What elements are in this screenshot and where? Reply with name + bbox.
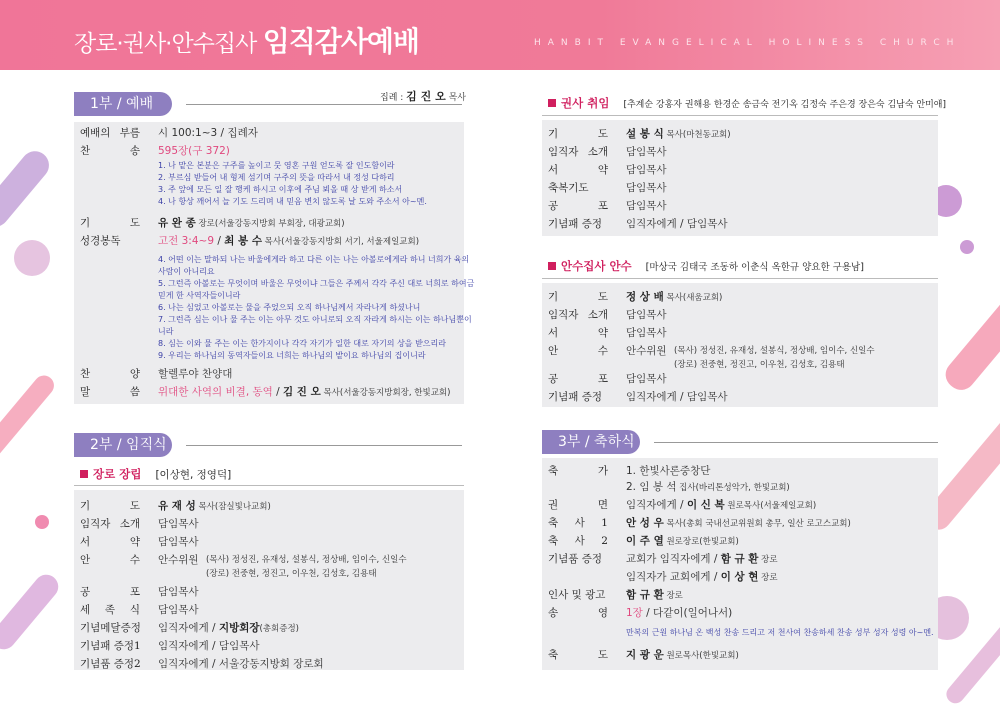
hymn-row: 찬 송 595장(구 372) xyxy=(80,145,230,157)
scripture-line-1: 4. 어떤 이는 말하되 나는 바울에게라 하고 다른 이는 나는 아볼로에게라 하니 너희가 육의 xyxy=(158,255,470,264)
part2-sub-line xyxy=(74,485,464,486)
scripture-line-3: 5. 그런즉 아볼로는 무엇이며 바울은 무엇이냐 그들은 주께서 각각 주신 대로 너희로 하여금 xyxy=(158,279,475,288)
part2-heading: 2부 / 임직식 xyxy=(74,433,172,457)
p3-benediction: 축 도 지 광 운 원로목사(한빛교회) xyxy=(548,649,739,661)
p2-plaque: 기념패 증정1 임직자에게 / 담임목사 xyxy=(80,640,260,652)
r2-intro: 임직자 소개 담임목사 xyxy=(548,309,667,321)
r1-blessing: 축복기도 담임목사 xyxy=(548,182,667,194)
hymn-lyric-4: 4. 나 항상 깨어서 늘 기도 드리며 내 믿음 변치 않도록 날 도와 주소서 아~멘. xyxy=(158,197,427,206)
p3-notice: 인사 및 광고 함 규 환 장로 xyxy=(548,589,683,601)
deco-circle-1 xyxy=(14,240,50,276)
r1-proclaim: 공 포 담임목사 xyxy=(548,200,667,212)
r1-intro: 임직자 소개 담임목사 xyxy=(548,146,667,158)
square-bullet-icon xyxy=(548,99,556,107)
page-title xyxy=(74,20,419,60)
hymn-lyric-1: 1. 나 맡은 본분은 구주를 높이고 뭇 영혼 구원 얻도록 잘 인도함이라 xyxy=(158,161,395,170)
title-big: 임직감사예배 xyxy=(262,25,419,58)
p3-exhort: 권 면 임직자에게 / 이 신 복 원로목사(서울제일교회) xyxy=(548,499,817,511)
prayer-row: 기 도 유 완 종 장로(서울강동지방회 부회장, 대광교회) xyxy=(80,217,345,229)
r2-laying-hands-2: (장로) 전중현, 정진고, 이우천, 김성호, 김용태 xyxy=(674,360,845,370)
deco-stripe-left-2 xyxy=(0,371,58,468)
hymn-lyric-3: 3. 주 앞에 모든 일 잘 행케 하시고 이후에 주님 뵈올 때 상 받게 하소서 xyxy=(158,185,403,194)
r1-prayer: 기 도 설 봉 식 목사(마천동교회) xyxy=(548,128,731,140)
p2-medal: 기념메달증정 임직자에게 / 지방회장(총회증정) xyxy=(80,622,299,634)
p3-congrat-speech-1: 축 사 1 안 성 우 목사(총회 국내선교위원회 총무, 일산 로고스교회) xyxy=(548,517,851,529)
r2-prayer: 기 도 정 상 배 목사(새움교회) xyxy=(548,291,723,303)
r2-proclaim: 공 포 담임목사 xyxy=(548,373,667,385)
part2-line xyxy=(186,445,462,446)
elder-ordination-title: 장로 장립 [이상현, 정영덕] xyxy=(80,466,231,482)
doxology-lyric: 만복의 근원 하나님 온 백성 찬송 드리고 저 천사여 찬송하세 찬송 성부 성자 성령 아~멘. xyxy=(626,628,934,637)
scripture-line-4: 믿게 한 사역자들이니라 xyxy=(158,291,241,300)
r1-vow: 서 약 담임목사 xyxy=(548,164,667,176)
deco-circle-2 xyxy=(35,515,49,529)
r2-laying-hands: 안 수 안수위원 (목사) 정성진, 유재성, 설봉식, 정상배, 임이수, 신일수 xyxy=(548,345,875,357)
scripture-line-6: 7. 그런즉 심는 이나 물 주는 이는 아무 것도 아니로되 오직 자라게 하시는 이는 하나님뿐이 xyxy=(158,315,472,324)
p3-congrat-speech-2: 축 사 2 이 주 열 원로장로(한빛교회) xyxy=(548,535,739,547)
p2-prayer: 기 도 유 재 성 목사(잠실빛나교회) xyxy=(80,500,271,512)
call-to-worship: 예배의 부름 시 100:1~3 / 집례자 xyxy=(80,127,258,139)
title-small: 장로·권사·안수집사 xyxy=(74,31,257,57)
header-banner xyxy=(0,0,1000,70)
p3-gift: 기념품 증정 교회가 임직자에게 / 함 규 환 장로 xyxy=(548,553,778,565)
scripture-line-5: 6. 나는 심었고 아볼로는 물을 주었으되 오직 하나님께서 자라나게 하셨나니 xyxy=(158,303,421,312)
part1-heading: 1부 / 예배 xyxy=(74,92,172,116)
part3-line xyxy=(654,442,938,443)
hymn-lyric-2: 2. 부르심 받들어 내 형제 섬기며 구주의 뜻을 따라서 내 정성 다하리 xyxy=(158,173,395,182)
p3-congrats-2: 2. 임 봉 석 집사(바리톤성악가, 한빛교회) xyxy=(626,481,790,493)
scripture-line-8: 8. 심는 이와 물 주는 이는 한가지이나 각각 자기가 일한 대로 자기의 상을 받으리라 xyxy=(158,339,446,348)
r2-vow: 서 약 담임목사 xyxy=(548,327,667,339)
part3-heading: 3부 / 축하식 xyxy=(542,430,640,454)
deaconess-title: 권사 취임 [추계순 강홍자 권해용 한경순 송금숙 전기옥 김정숙 주은경 장은숙 김남숙 안미애] xyxy=(548,95,946,111)
part1-leader: 집례 : 김 진 오 목사 xyxy=(380,90,466,103)
scripture-line-7: 니라 xyxy=(158,327,174,336)
p2-laying-hands: 안 수 안수위원 (목사) 정성진, 유재성, 설봉식, 정상배, 임이수, 신일수 xyxy=(80,554,407,566)
r2-plaque: 기념패 증정 임직자에게 / 담임목사 xyxy=(548,391,728,403)
church-name: HANBIT EVANGELICAL HOLINESS CHURCH xyxy=(534,38,961,48)
deco-stripe-right-1 xyxy=(940,284,1000,395)
p2-proclaim: 공 포 담임목사 xyxy=(80,586,199,598)
deco-circle-4 xyxy=(960,240,974,254)
square-bullet-icon xyxy=(548,262,556,270)
p2-vow: 서 약 담임목사 xyxy=(80,536,199,548)
p2-laying-hands-2: (장로) 전중현, 정진고, 이우천, 김성호, 김용태 xyxy=(206,569,377,579)
deco-stripe-left-3 xyxy=(0,570,63,654)
p3-doxology-row: 송 영 1장 / 다같이(일어나서) xyxy=(548,607,733,619)
scripture-line-9: 9. 우리는 하나님의 동역자들이요 너희는 하나님의 밭이요 하나님의 집이니라 xyxy=(158,351,426,360)
scripture-line-2: 사람이 아니리요 xyxy=(158,267,215,276)
deco-stripe-left-1 xyxy=(0,146,55,233)
deaconess-line xyxy=(542,115,938,116)
sermon-row: 말 씀 위대한 사역의 비결, 동역 / 김 진 오 목사(서울강동지방회장, 한빛교회) xyxy=(80,386,451,398)
p3-gift-2: 임직자가 교회에게 / 이 상 현 장로 xyxy=(626,571,778,583)
p2-footwashing: 세 족 식 담임목사 xyxy=(80,604,199,616)
r1-plaque: 기념패 증정 임직자에게 / 담임목사 xyxy=(548,218,728,230)
deacon-line xyxy=(542,278,938,279)
p3-congrats: 축 가 1. 한빛사론중창단 xyxy=(548,465,711,477)
deacon-ordination-title: 안수집사 안수 [마상국 김태국 조동하 이춘식 옥한규 양요한 구용남] xyxy=(548,258,864,274)
square-bullet-icon xyxy=(80,470,88,478)
p2-gift: 기념품 증정2 임직자에게 / 서울강동지방회 장로회 xyxy=(80,658,324,670)
scripture-reading-row: 성경봉독 고전 3:4~9 / 최 봉 수 목사(서울강동지방회 서기, 서울제일교회) xyxy=(80,235,420,247)
anthem-row: 찬 양 할렐루야 찬양대 xyxy=(80,368,233,380)
p2-intro: 임직자 소개 담임목사 xyxy=(80,518,199,530)
